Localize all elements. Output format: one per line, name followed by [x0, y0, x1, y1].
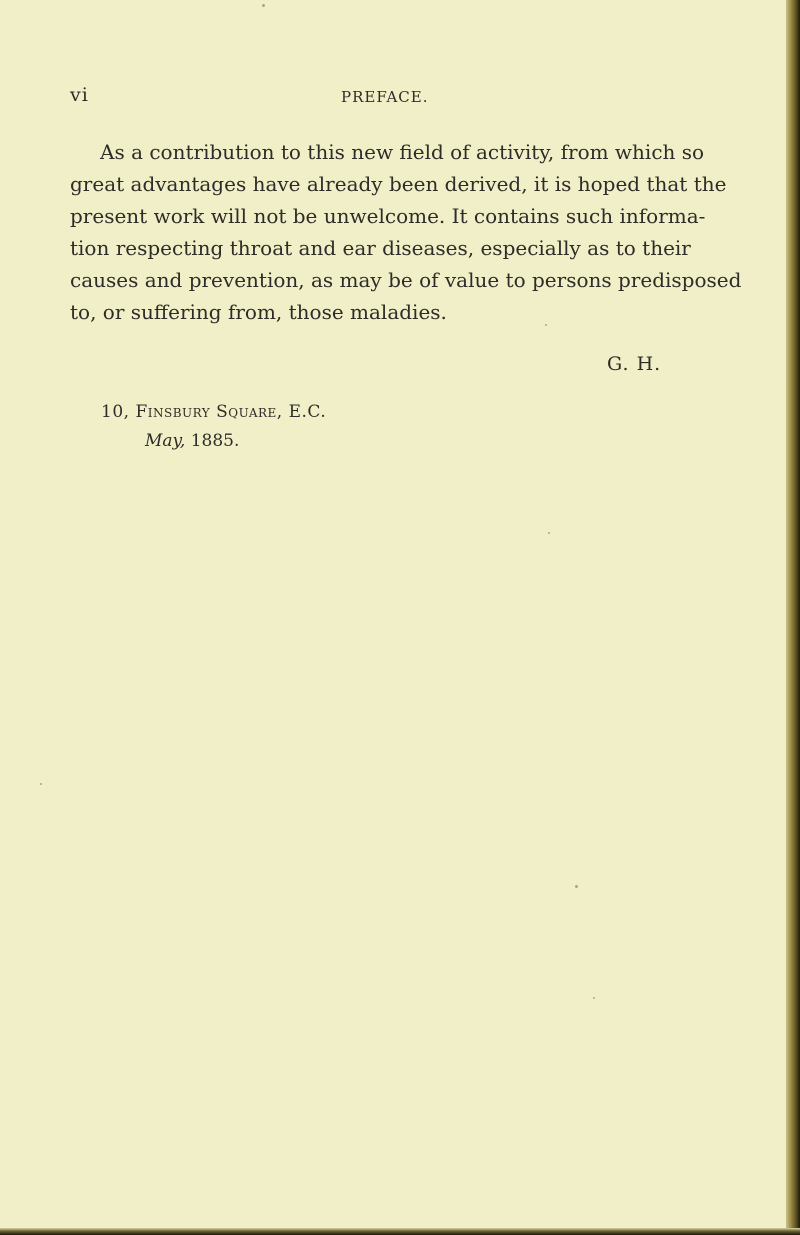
- paragraph-line: to, or suffering from, those maladies.: [70, 300, 447, 324]
- paper-speck: [593, 997, 595, 999]
- paper-speck: [545, 324, 547, 326]
- paper-speck: [548, 532, 550, 534]
- date-month: May,: [145, 431, 186, 451]
- date-year: 1885.: [190, 431, 240, 451]
- page-header: [70, 84, 680, 114]
- paragraph-line: tion respecting throat and ear diseases, especially as to their: [70, 236, 691, 260]
- paragraph-line: As a contribution to this new field of activity, from which so: [100, 140, 705, 164]
- page-number: vi: [70, 84, 89, 106]
- paragraph-line: great advantages have already been derived, it is hoped that the: [70, 172, 727, 196]
- page-bottom-edge: [0, 1228, 800, 1235]
- running-head: PREFACE.: [341, 88, 429, 106]
- paragraph-line: causes and prevention, as may be of value to persons predisposed: [70, 268, 742, 292]
- paper-speck: [40, 783, 42, 785]
- paper-speck: [262, 4, 265, 7]
- page-edge-shadow: [786, 0, 800, 1235]
- author-address: 10, Finsbury Square, E.C.: [101, 402, 327, 422]
- paragraph-line: present work will not be unwelcome. It contains such informa-: [70, 204, 706, 228]
- preface-paragraph: [70, 136, 742, 328]
- preface-date: [145, 431, 239, 451]
- paper-speck: [575, 885, 578, 888]
- author-initials: G. H.: [607, 353, 662, 375]
